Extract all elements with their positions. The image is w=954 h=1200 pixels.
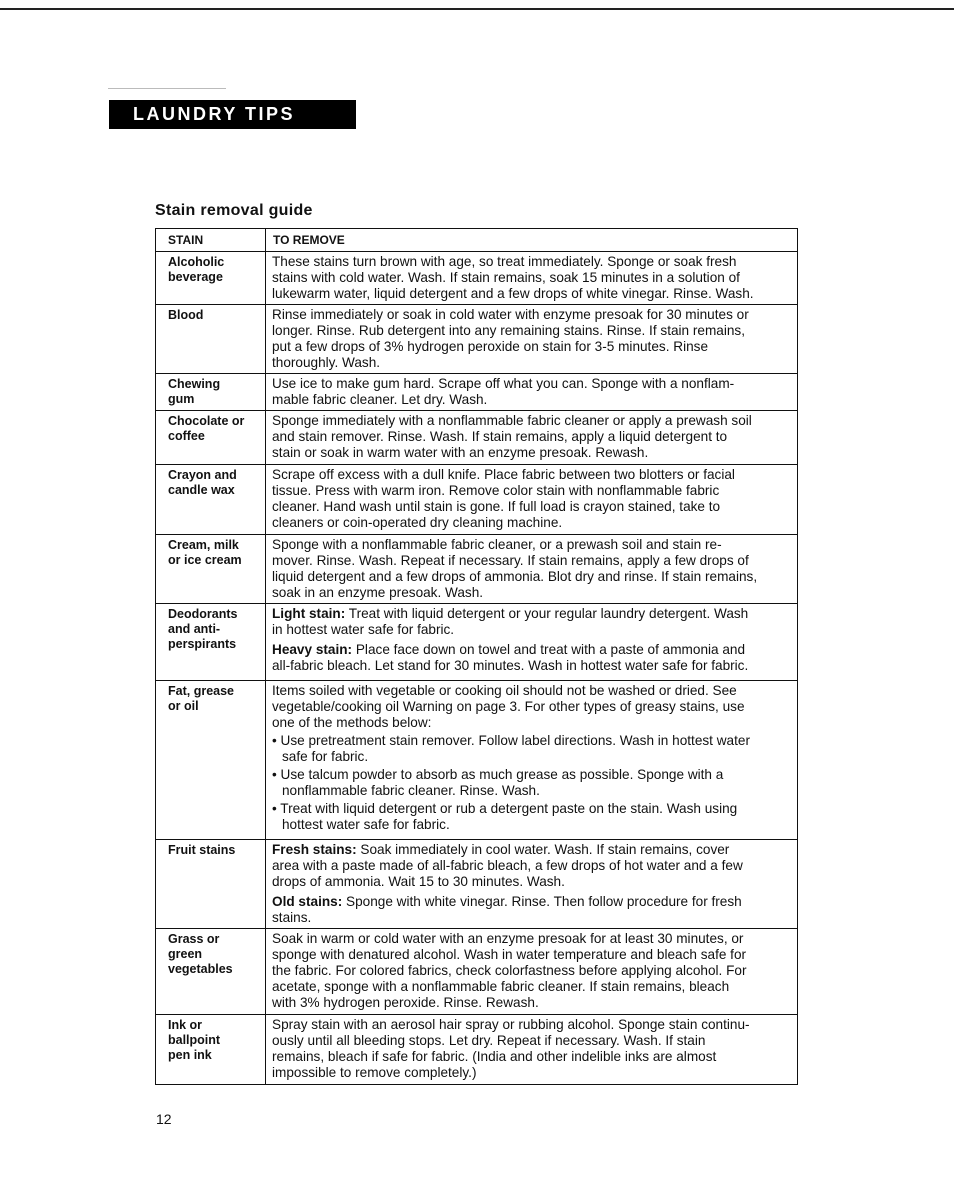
heavy-stain-label: Heavy stain: xyxy=(272,642,353,657)
light-stain-label: Light stain: xyxy=(272,606,346,621)
page-number: 12 xyxy=(156,1111,172,1127)
fresh-stains-text: Soak immediately in cool water. Wash. If stain remains, cover area with a paste made of all-fabric bleach, a few drops of hot water and a few drops of ammonia. Wait 15 to 30 minutes. Wash. xyxy=(272,842,743,889)
table-row xyxy=(156,929,798,1015)
stain-name: Alcoholic beverage xyxy=(156,252,266,305)
page-title: Stain removal guide xyxy=(155,202,313,219)
intro-text: Items soiled with vegetable or cooking oil should not be washed or dried. See vegetable/cooking oil Warning on page 3. For other types of greasy stains, use one of the methods below: xyxy=(272,683,745,730)
table-row xyxy=(156,840,798,929)
section-banner: LAUNDRY TIPS xyxy=(109,100,356,129)
bullet-item: • Use talcum powder to absorb as much grease as possible. Sponge with a nonflammable fabric cleaner. Rinse. Wash. xyxy=(272,767,724,798)
table-header-row xyxy=(156,229,798,252)
stain-column-header: STAIN xyxy=(156,229,266,252)
table-row xyxy=(156,252,798,305)
removal-instructions: These stains turn brown with age, so treat immediately. Sponge or soak fresh stains with cold water. Wash. If stain remains, soak 15 minutes in a solution of lukewarm water, liquid detergent and a few drops of white vinegar. Rinse. Wash. xyxy=(266,252,798,305)
removal-instructions: Rinse immediately or soak in cold water with enzyme presoak for 30 minutes or longer. Rinse. Rub detergent into any remaining stains. Rinse. If stain remains, put a few drops of 3% hydrogen peroxide on stain for 3-5 minutes. Rinse thoroughly. Wash. xyxy=(266,305,798,374)
stain-removal-table xyxy=(155,228,798,1085)
stain-name: Grass or green vegetables xyxy=(156,929,266,1015)
bullet-item: • Treat with liquid detergent or rub a detergent paste on the stain. Wash using hottest water safe for fabric. xyxy=(272,801,738,832)
removal-instructions: Sponge immediately with a nonflammable fabric cleaner or apply a prewash soil and stain remover. Rinse. Wash. If stain remains, apply a liquid detergent to stain or soak in warm water with an enzyme presoak. Rewash. xyxy=(266,411,798,465)
table-row xyxy=(156,374,798,411)
stain-name: Fat, grease or oil xyxy=(156,681,266,840)
stain-name: Chewing gum xyxy=(156,374,266,411)
old-stains-label: Old stains: xyxy=(272,894,343,909)
table-row xyxy=(156,411,798,465)
fresh-stains-paragraph xyxy=(272,842,793,890)
removal-instructions: Spray stain with an aerosol hair spray or rubbing alcohol. Sponge stain continu- ously until all bleeding stops. Let dry. Repeat if necessary. Wash. If stain remains, bleach if safe for fabric. (India and other indelible inks are almost impossible to remove completely.) xyxy=(266,1015,798,1085)
light-stain-text: Treat with liquid detergent or your regular laundry detergent. Wash in hottest water safe for fabric. xyxy=(272,606,749,637)
table-row xyxy=(156,465,798,535)
header-rule xyxy=(108,88,226,89)
top-rule xyxy=(0,8,954,10)
removal-instructions: Soak in warm or cold water with an enzyme presoak for at least 30 minutes, or sponge with denatured alcohol. Wash in water temperature and bleach safe for the fabric. For colored fabrics, check colorfastness before applying alcohol. For acetate, sponge with a nonflammable fabric cleaner. If stain remains, bleach with 3% hydrogen peroxide. Rinse. Rewash. xyxy=(266,929,798,1015)
stain-name: Ink or ballpoint pen ink xyxy=(156,1015,266,1085)
removal-instructions: Sponge with a nonflammable fabric cleaner, or a prewash soil and stain re- mover. Rinse. Wash. Repeat if necessary. If stain remains, apply a few drops of liquid detergent and a few drops of ammonia. Blot dry and rinse. If stain remains, soak in an enzyme presoak. Wash. xyxy=(266,535,798,604)
table-row xyxy=(156,604,798,681)
table-row xyxy=(156,681,798,840)
stain-name: Fruit stains xyxy=(156,840,266,929)
table-row xyxy=(156,1015,798,1085)
to-remove-column-header: TO REMOVE xyxy=(266,229,798,252)
old-stains-paragraph xyxy=(272,894,793,926)
removal-instructions: Scrape off excess with a dull knife. Place fabric between two blotters or facial tissue. Press with warm iron. Remove color stain with nonflammable fabric cleaner. Hand wash until stain is gone. If full load is crayon stained, take to cleaners or coin-operated dry cleaning machine. xyxy=(266,465,798,535)
removal-instructions: Use ice to make gum hard. Scrape off what you can. Sponge with a nonflam- mable fabric cleaner. Let dry. Wash. xyxy=(266,374,798,411)
removal-instructions xyxy=(266,681,798,840)
stain-name: Blood xyxy=(156,305,266,374)
table-row xyxy=(156,535,798,604)
light-stain-paragraph xyxy=(272,606,793,638)
table-row xyxy=(156,305,798,374)
stain-name: Crayon and candle wax xyxy=(156,465,266,535)
removal-instructions xyxy=(266,840,798,929)
stain-name: Cream, milk or ice cream xyxy=(156,535,266,604)
bullet-item: • Use pretreatment stain remover. Follow label directions. Wash in hottest water safe for fabric. xyxy=(272,733,750,764)
heavy-stain-text: Place face down on towel and treat with a paste of ammonia and all-fabric bleach. Let stand for 30 minutes. Wash in hottest water safe for fabric. xyxy=(272,642,749,673)
removal-instructions xyxy=(266,604,798,681)
old-stains-text: Sponge with white vinegar. Rinse. Then follow procedure for fresh stains. xyxy=(272,894,742,925)
heavy-stain-paragraph xyxy=(272,642,793,674)
stain-name: Chocolate or coffee xyxy=(156,411,266,465)
fresh-stains-label: Fresh stains: xyxy=(272,842,357,857)
stain-name: Deodorants and anti- perspirants xyxy=(156,604,266,681)
